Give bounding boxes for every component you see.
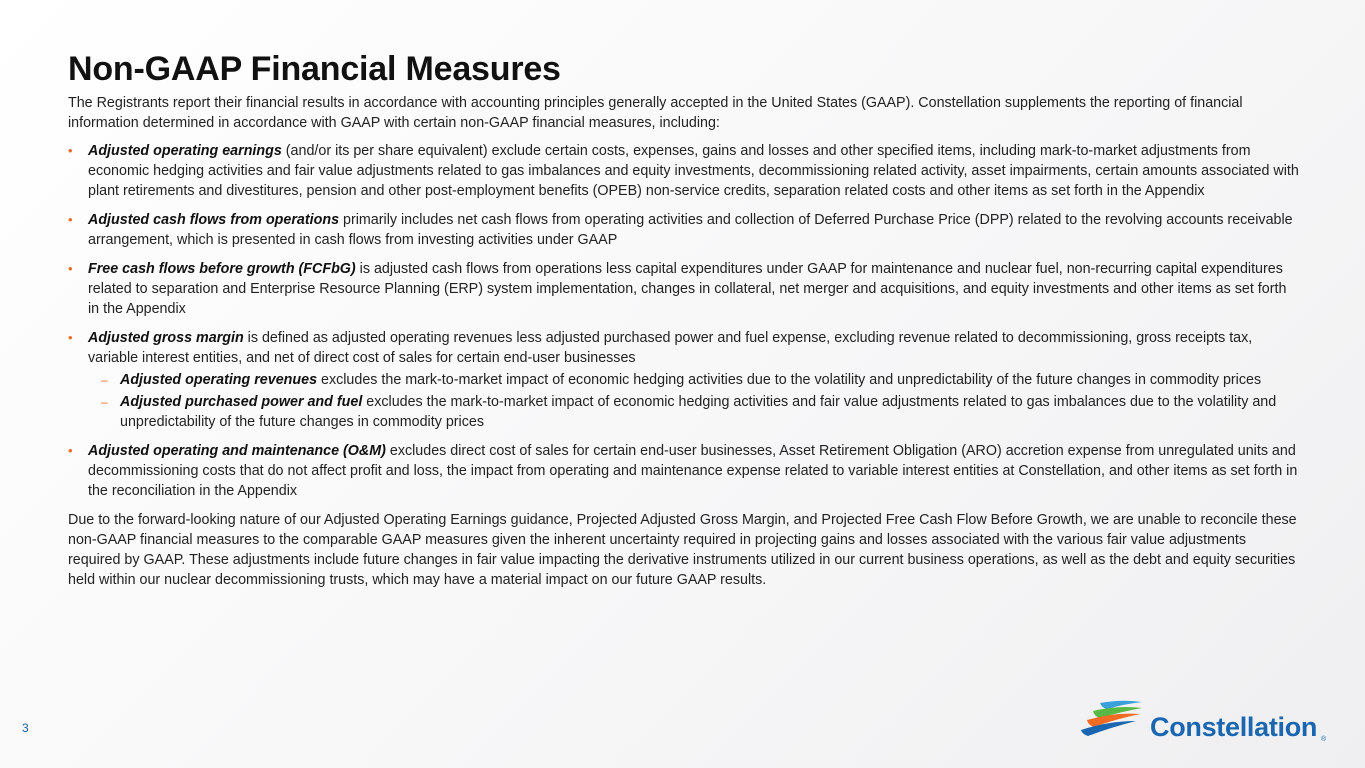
sub-list-item — [88, 392, 1300, 432]
slide-body — [68, 93, 1300, 598]
measure-description: excludes the mark-to-market impact of economic hedging activities and fair value adjustments related to gas imbalances due to the volatility and unpredictability of the future changes in commodity prices — [120, 394, 1277, 430]
sub-list-item — [88, 370, 1300, 390]
measure-description: (and/or its per share equivalent) exclude certain costs, expenses, gains and losses and other specified items, including mark-to-market adjustments from economic hedging activities and fair value adjustments related to gas imbalances and equity investments, decommissioning related activity, asset impairments, certain amounts associated with plant retirements and divestitures, pension and other post-employment benefits (OPEB) non-service credits, separation related costs and other items as set forth in the Appendix — [88, 143, 1299, 199]
measure-term: Adjusted operating earnings — [88, 143, 282, 159]
measures-list — [68, 141, 1300, 501]
constellation-swoosh-icon — [1080, 700, 1146, 740]
measure-description: excludes the mark-to-market impact of economic hedging activities due to the volatility and unpredictability of the future changes in commodity prices — [317, 372, 1262, 388]
list-item — [68, 259, 1300, 319]
sub-list — [88, 370, 1300, 432]
measure-term: Adjusted purchased power and fuel — [120, 394, 363, 410]
logo-wordmark: Constellation — [1150, 712, 1318, 742]
page-number: 3 — [22, 721, 29, 735]
registered-mark: ® — [1321, 736, 1327, 743]
measure-term: Adjusted cash flows from operations — [88, 212, 340, 228]
list-item — [68, 210, 1300, 250]
intro-paragraph: The Registrants report their financial results in accordance with accounting principles generally accepted in the United States (GAAP). Constellation supplements the reporting of financial information determined in accordance with GAAP with certain non-GAAP financial measures, including: — [68, 95, 1243, 131]
measure-description: primarily includes net cash flows from operating activities and collection of Deferred Purchase Price (DPP) related to the revolving accounts receivable arrangement, which is presented in cash flows from investing activities under GAAP — [88, 212, 1293, 248]
measure-term: Adjusted operating revenues — [120, 372, 318, 388]
list-item — [68, 141, 1300, 201]
company-logo — [1080, 700, 1330, 748]
list-item — [68, 441, 1300, 501]
measure-term: Adjusted operating and maintenance (O&M) — [88, 443, 386, 459]
measure-term: Adjusted gross margin — [88, 330, 244, 346]
list-item — [68, 328, 1300, 432]
measure-description: is defined as adjusted operating revenues less adjusted purchased power and fuel expense, excluding revenue related to decommissioning, gross receipts tax, variable interest entities, and net of direct cost of sales for certain end-user businesses — [88, 330, 1253, 366]
measure-description: is adjusted cash flows from operations less capital expenditures under GAAP for maintenance and nuclear fuel, non-recurring capital expenditures related to separation and Enterprise Resource Planning (ERP) system implementation, changes in collateral, net merger and acquisitions, and equity investments and other items as set forth in the Appendix — [88, 261, 1287, 317]
page-title: Non-GAAP Financial Measures — [68, 50, 561, 88]
measure-term: Free cash flows before growth (FCFbG) — [88, 261, 356, 277]
closing-paragraph: Due to the forward-looking nature of our Adjusted Operating Earnings guidance, Projected Adjusted Gross Margin, and Projected Free Cash Flow Before Growth, we are unable to reconcile these non-GAAP financial measures to the comparable GAAP measures given the inherent uncertainty required in projecting gains and losses associated with the various fair value adjustments required by GAAP. These adjustments include future changes in fair value impacting the derivative instruments utilized in our current business operations, as well as the debt and equity securities held within our nuclear decommissioning trusts, which may have a material impact on our future GAAP results. — [68, 512, 1297, 588]
measure-description: excludes direct cost of sales for certain end-user businesses, Asset Retirement Obligation (ARO) accretion expense from unregulated units and decommissioning costs that do not affect profit and loss, the impact from operating and maintenance expense related to variable interest entities at Constellation, and other items as set forth in the reconciliation in the Appendix — [88, 443, 1298, 499]
